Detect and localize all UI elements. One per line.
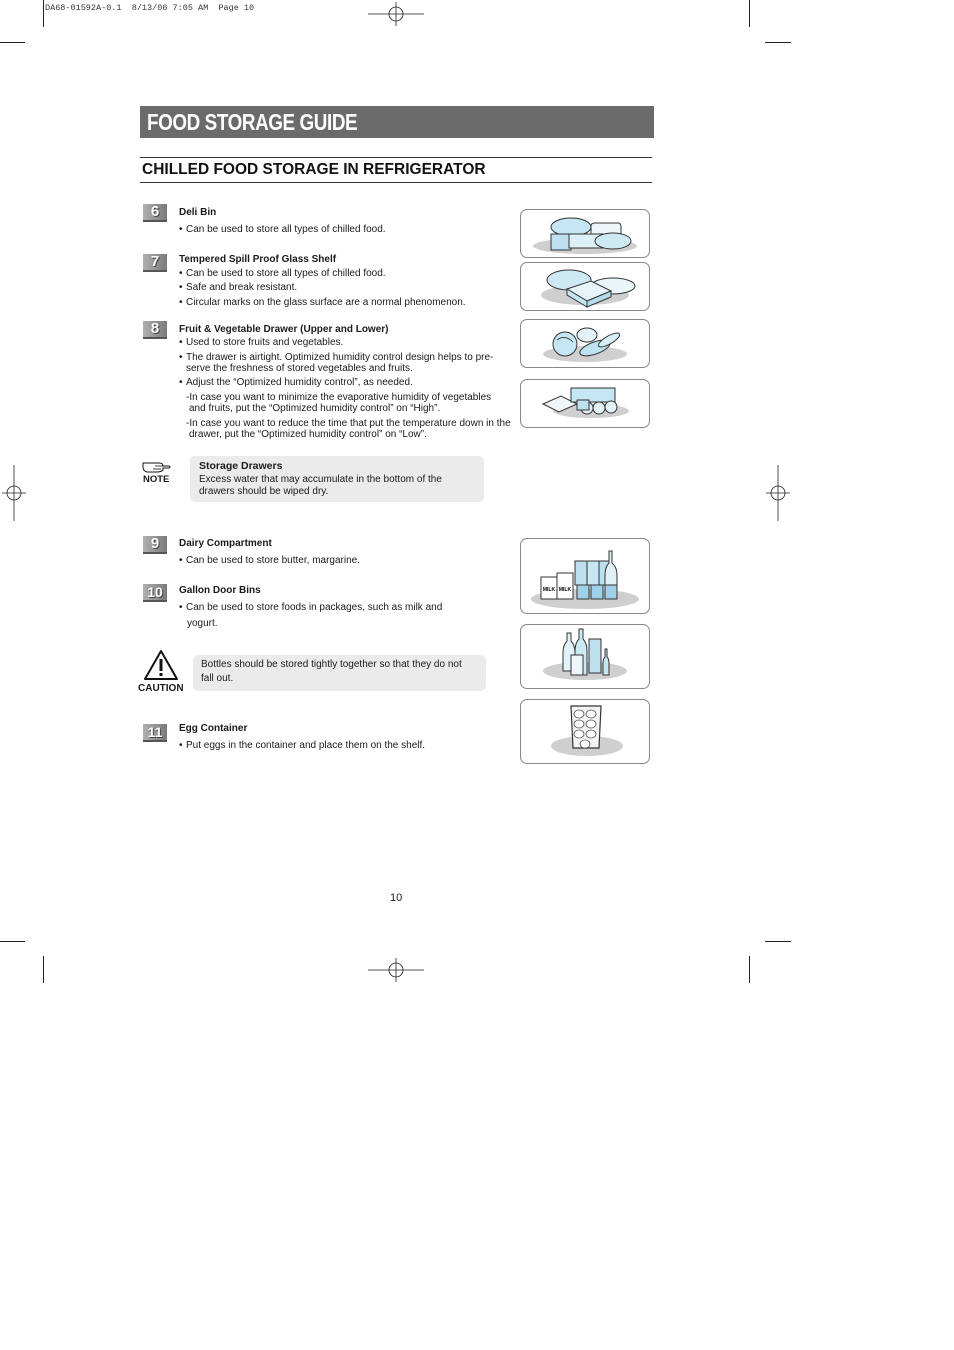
section-number-badge: 7 xyxy=(143,254,167,272)
warning-triangle-icon xyxy=(143,649,179,681)
crop-mark xyxy=(749,956,750,983)
section-number-badge: 11 xyxy=(143,724,167,742)
bullet-item: • Safe and break resistant. xyxy=(179,282,298,293)
bullet-item: • Adjust the “Optimized humidity control”, as needed. xyxy=(179,377,413,388)
gallon-door-bin-illustration xyxy=(520,624,650,689)
crop-mark xyxy=(765,941,791,942)
text-line: -In case you want to minimize the evaporative humidity of vegetables xyxy=(186,392,492,403)
text-line: drawer, put the “Optimized humidity control” on “Low”. xyxy=(189,429,427,440)
section-title: Egg Container xyxy=(179,723,248,734)
section-number-badge: 8 xyxy=(143,321,167,339)
milk-label: MILK xyxy=(558,587,572,593)
section-number-badge: 10 xyxy=(143,584,167,602)
divider xyxy=(140,157,652,158)
pointing-hand-icon xyxy=(141,457,173,473)
caution-text: fall out. xyxy=(201,673,234,684)
bullet-item: • Can be used to store all types of chilled food. xyxy=(179,268,386,279)
section-title: Deli Bin xyxy=(179,207,217,218)
registration-mark xyxy=(766,465,790,521)
note-text: Excess water that may accumulate in the bottom of the xyxy=(199,474,442,485)
text-line: yogurt. xyxy=(187,618,218,629)
caution-label: CAUTION xyxy=(138,683,184,694)
bullet-item: • Used to store fruits and vegetables. xyxy=(179,337,344,348)
section-title: Tempered Spill Proof Glass Shelf xyxy=(179,254,337,265)
bullet-item: • Can be used to store all types of chilled food. xyxy=(179,224,386,235)
title-bar xyxy=(140,106,654,138)
vegetables-illustration xyxy=(520,319,650,368)
bullet-item: • The drawer is airtight. Optimized humidity control design helps to pre- xyxy=(179,352,494,363)
milk-label: MILK xyxy=(542,587,556,593)
registration-mark xyxy=(2,465,26,521)
divider xyxy=(140,182,652,183)
registration-mark xyxy=(368,2,424,26)
crop-mark xyxy=(43,956,44,983)
note-title: Storage Drawers xyxy=(199,460,283,472)
bullet-item: • Can be used to store butter, margarine. xyxy=(179,555,360,566)
note-label: NOTE xyxy=(143,474,170,485)
note-text: drawers should be wiped dry. xyxy=(199,486,329,497)
caution-text: Bottles should be stored tightly together so that they do not xyxy=(201,659,462,670)
bullet-item: • Circular marks on the glass surface are a normal phenomenon. xyxy=(179,297,466,308)
fruit-drawer-illustration xyxy=(520,379,650,428)
egg-container-illustration xyxy=(520,699,650,764)
bullet-item: • Put eggs in the container and place them on the shelf. xyxy=(179,740,426,751)
text-line: and fruits, put the “Optimized humidity control” on “High”. xyxy=(189,403,441,414)
crop-mark xyxy=(0,941,25,942)
page-number: 10 xyxy=(390,892,403,904)
crop-mark xyxy=(749,0,750,27)
crop-mark xyxy=(765,42,791,43)
section-heading: CHILLED FOOD STORAGE IN REFRIGERATOR xyxy=(142,161,486,178)
text-line: -In case you want to reduce the time that put the temperature down in the xyxy=(186,418,511,429)
glass-shelf-illustration xyxy=(520,262,650,311)
crop-mark xyxy=(0,42,25,43)
section-title: Dairy Compartment xyxy=(179,538,272,549)
dairy-compartment-illustration xyxy=(520,538,650,614)
crop-mark xyxy=(43,0,44,27)
bullet-item: • Can be used to store foods in packages, such as milk and xyxy=(179,602,443,613)
deli-bin-illustration xyxy=(520,209,650,258)
page-title: FOOD STORAGE GUIDE xyxy=(147,109,358,135)
section-title: Gallon Door Bins xyxy=(179,585,261,596)
section-number-badge: 6 xyxy=(143,204,167,222)
registration-mark xyxy=(368,958,424,982)
section-title: Fruit & Vegetable Drawer (Upper and Lower) xyxy=(179,324,389,335)
print-info: DA68-01592A-0.1 8/13/06 7:05 AM Page 10 xyxy=(45,3,255,13)
section-number-badge: 9 xyxy=(143,536,167,554)
text-line: serve the freshness of stored vegetables and fruits. xyxy=(186,363,413,374)
